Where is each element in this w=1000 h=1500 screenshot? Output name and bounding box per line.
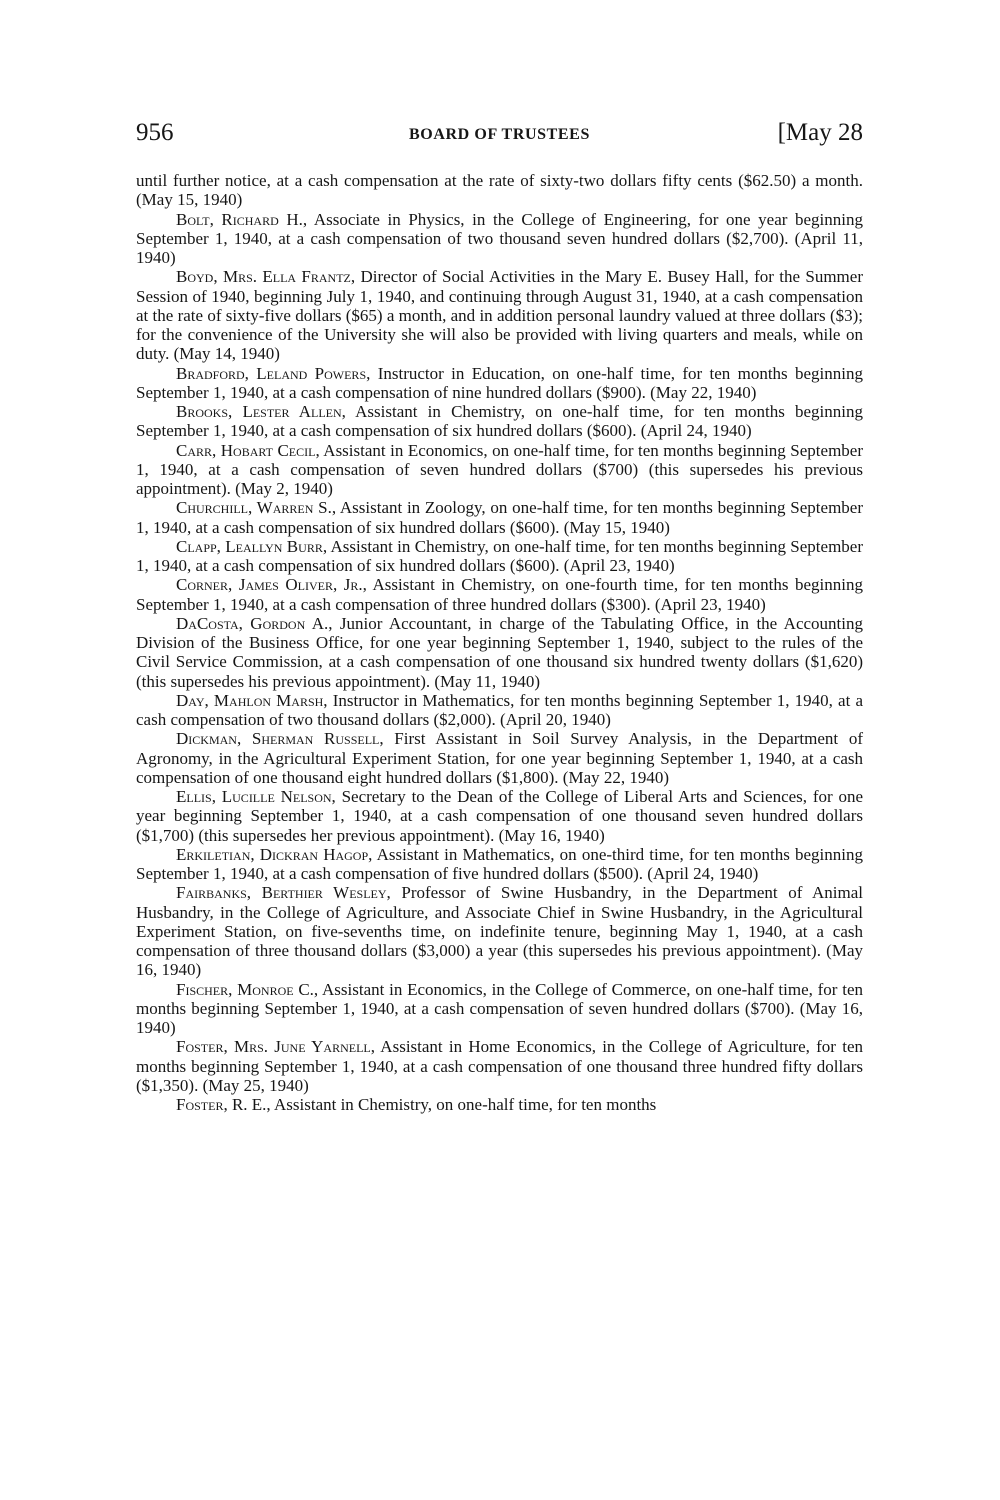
appointment-entry	[136, 498, 863, 537]
appointment-entry	[136, 1095, 863, 1114]
appointment-details: First Assistant in Soil Survey Analysis, in the Department of Agronomy, in the Agricultural Experiment Station, for one year beginning September 1, 1940, at a cash compensation of one thousand eight hundred dollars ($1,800). (May 22, 1940)	[136, 729, 863, 787]
appointee-name: Carr, Hobart Cecil,	[176, 440, 320, 460]
appointment-details: Assistant in Mathematics, on one-third time, for ten months beginning September 1, 1940, at a cash compensation of five hundred dollars ($500). (April 24, 1940)	[136, 844, 863, 883]
running-head	[136, 118, 863, 152]
appointee-name: Brooks, Lester Allen,	[176, 402, 346, 421]
appointment-details: Assistant in Economics, on one-half time, for ten months beginning September 1, 1940, at a cash compensation of seven hundred dollars ($700) (this supersedes his previous appointment). (May 2, 1940)	[136, 440, 863, 498]
appointment-entry	[136, 883, 863, 979]
appointment-entry	[136, 729, 863, 787]
appointment-details: Assistant in Economics, in the College of Commerce, on one-half time, for ten months beginning September 1, 1940, at a cash compensation of seven hundred dollars ($700). (May 16, 1940)	[136, 979, 863, 1037]
appointee-name: Churchill, Warren S.,	[176, 498, 337, 518]
appointment-entry	[136, 575, 863, 614]
appointment-details: Junior Accountant, in charge of the Tabulating Office, in the Accounting Division of the Business Office, for one year beginning September 1, 1940, subject to the rules of the Civil Service Commission, at a cash compensation of one thousand six hundred twenty dollars ($1,620) (this supersedes his previous appointment). (May 11, 1940)	[136, 613, 863, 691]
appointee-name: Boyd, Mrs. Ella Frantz,	[176, 267, 356, 287]
appointee-name: Foster, Mrs. June Yarnell,	[176, 1037, 375, 1057]
appointment-details: Secretary to the Dean of the College of Liberal Arts and Sciences, for one year beginning September 1, 1940, at a cash compensation of one thousand seven hundred dollars ($1,700) (this supersedes her previous appointment). (May 16, 1940)	[136, 787, 863, 845]
appointment-entry	[136, 691, 863, 730]
appointment-entry	[136, 537, 863, 576]
appointee-name: Corner, James Oliver, Jr.,	[176, 575, 367, 595]
appointee-name: Foster, R. E.,	[176, 1095, 271, 1114]
appointment-entry	[136, 845, 863, 884]
appointee-name: Erkiletian, Dickran Hagop,	[176, 844, 373, 864]
continuation-paragraph: until further notice, at a cash compensation at the rate of sixty-two dollars fifty cents ($62.50) a month. (May 15, 1940)	[136, 171, 863, 210]
appointment-details: Assistant in Home Economics, in the College of Agriculture, for ten months beginning September 1, 1940, at a cash compensation of one thousand three hundred fifty dollars ($1,350). (May 25, 1940)	[136, 1037, 863, 1095]
appointment-details: Director of Social Activities in the Mary E. Busey Hall, for the Summer Session of 1940, beginning July 1, 1940, and continuing through August 31, 1940, at a cash compensation at the rate of sixty-five dollars ($65) a month, and in addition personal laundry valued at three dollars ($3); for the convenience of the University she will also be provided with living quarters and meals, while on duty. (May 14, 1940)	[136, 267, 863, 364]
appointment-entry	[136, 402, 863, 441]
appointment-entry	[136, 441, 863, 499]
running-title: BOARD OF TRUSTEES	[409, 126, 590, 143]
appointment-entry	[136, 980, 863, 1038]
appointment-details: Instructor in Education, on one-half time, for ten months beginning September 1, 1940, at a cash compensation of nine hundred dollars ($900). (May 22, 1940)	[136, 363, 864, 402]
appointee-name: DaCosta, Gordon A.,	[176, 613, 333, 633]
appointment-entry	[136, 267, 863, 363]
appointment-details: Instructor in Mathematics, for ten months beginning September 1, 1940, at a cash compensation of two thousand dollars ($2,000). (April 20, 1940)	[136, 690, 863, 729]
appointee-name: Clapp, Leallyn Burr,	[176, 536, 328, 556]
appointment-details: Professor of Swine Husbandry, in the Department of Animal Husbandry, in the College of Agriculture, and Associate Chief in Swine Husbandry, in the Agricultural Experiment Station, on five-sevenths time, on indefinite tenure, beginning May 1, 1940, at a cash compensation of three thousand dollars ($3,000) a year (this supersedes his previous appointment). (May 16, 1940)	[136, 883, 863, 980]
appointment-entry	[136, 364, 863, 403]
appointment-entry	[136, 614, 863, 691]
appointee-name: Dickman, Sherman Russell,	[176, 729, 384, 749]
appointment-entry	[136, 787, 863, 845]
appointee-name: Ellis, Lucille Nelson,	[176, 787, 336, 806]
appointment-entry	[136, 1037, 863, 1095]
running-date: [May 28	[777, 119, 863, 146]
appointment-details: Assistant in Chemistry, on one-fourth time, for ten months beginning September 1, 1940, at a cash compensation of three hundred dollars ($300). (April 23, 1940)	[136, 575, 864, 614]
appointment-details: Assistant in Zoology, on one-half time, for ten months beginning September 1, 1940, at a cash compensation of six hundred dollars ($600). (May 15, 1940)	[136, 498, 863, 537]
appointment-entry	[136, 210, 863, 268]
appointment-details: Assistant in Chemistry, on one-half time, for ten months beginning September 1, 1940, at a cash compensation of six hundred dollars ($600). (April 23, 1940)	[136, 536, 863, 575]
appointee-name: Bradford, Leland Powers,	[176, 363, 371, 383]
appointee-name: Fairbanks, Berthier Wesley,	[176, 883, 391, 903]
appointee-name: Bolt, Richard H.,	[176, 209, 308, 229]
appointment-details: Assistant in Chemistry, on one-half time, for ten months	[270, 1095, 657, 1114]
appointee-name: Day, Mahlon Marsh,	[176, 690, 328, 710]
appointee-name: Fischer, Monroe C.,	[176, 979, 319, 999]
appointment-details: Associate in Physics, in the College of Engineering, for one year beginning September 1, 1940, at a cash compensation of two thousand seven hundred dollars ($2,700). (April 11, 1940)	[136, 209, 863, 267]
page-number: 956	[136, 119, 174, 146]
body-text	[136, 171, 863, 1114]
appointment-details: Assistant in Chemistry, on one-half time, for ten months beginning September 1, 1940, at a cash compensation of six hundred dollars ($600). (April 24, 1940)	[136, 402, 863, 441]
